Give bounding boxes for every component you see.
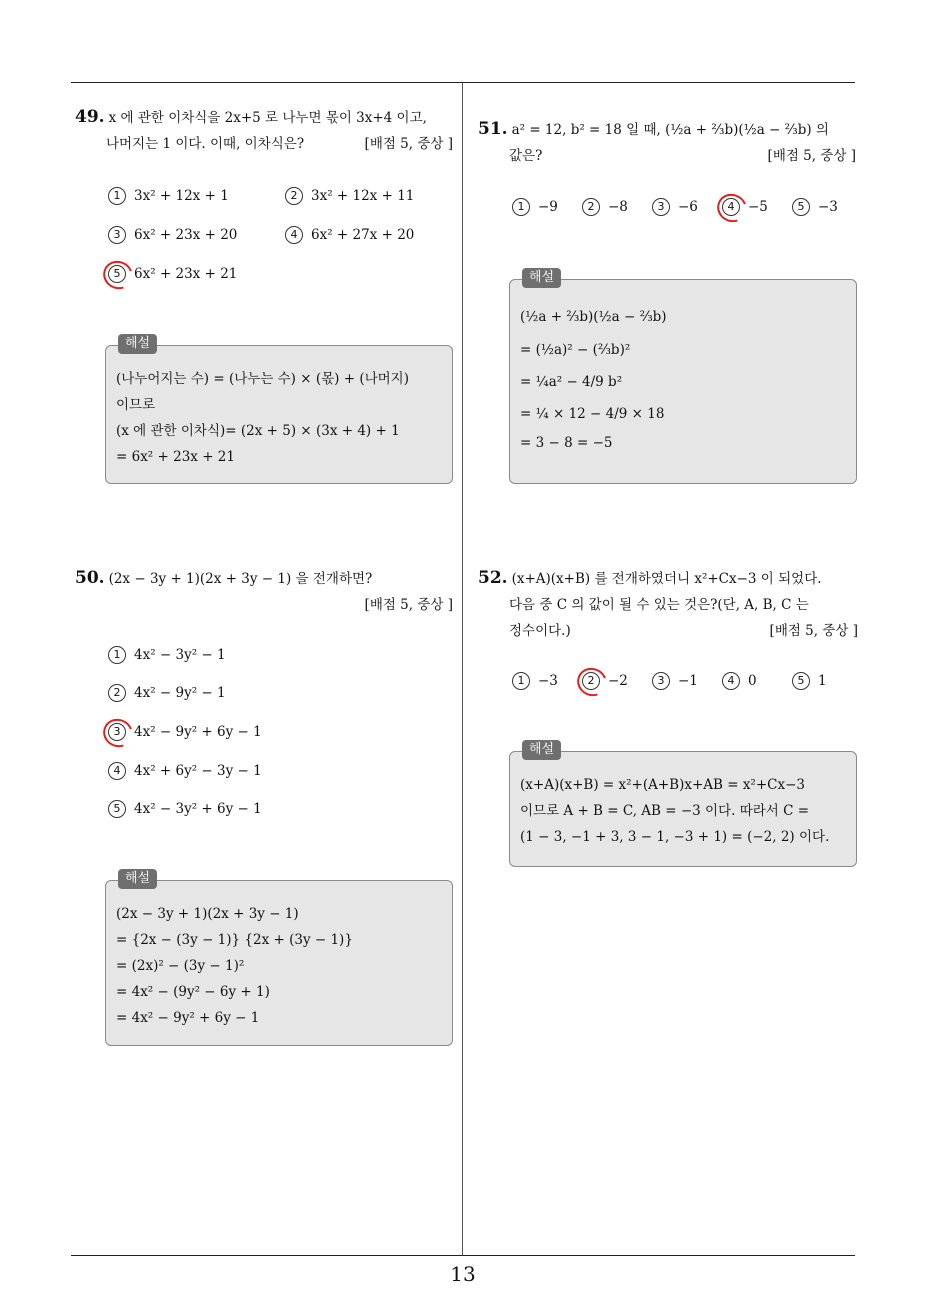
solution-line: = 6x² + 23x + 21 — [116, 449, 235, 465]
score-label: [배점 5, 중상 ] — [364, 597, 453, 613]
solution-line: = 4x² − 9y² + 6y − 1 — [116, 1010, 260, 1026]
problem-number: 49. — [75, 107, 105, 127]
solution-line: (x 에 관한 이차식)= (2x + 5) × (3x + 4) + 1 — [116, 423, 400, 439]
choice-4-selected[interactable]: 4 −5 — [722, 198, 768, 216]
choice-2[interactable]: 2 −8 — [582, 198, 628, 216]
score-label: [배점 5, 중상 ] — [767, 148, 856, 164]
solution-line: (½a + ⅔b)(½a − ⅔b) — [520, 309, 667, 325]
question-text: 나머지는 1 이다. 이때, 이차식은? — [106, 136, 305, 152]
choice-5-selected[interactable]: 5 6x² + 23x + 21 — [108, 265, 237, 283]
solution-line: 이므로 A + B = C, AB = −3 이다. 따라서 C = — [520, 803, 810, 819]
solution-line: = 4x² − (9y² − 6y + 1) — [116, 984, 270, 1000]
choice-5[interactable]: 5 1 — [792, 672, 827, 690]
solution-line: = {2x − (3y − 1)} {2x + (3y − 1)} — [116, 932, 353, 948]
question-text: 다음 중 C 의 값이 될 수 있는 것은?(단, A, B, C 는 — [509, 597, 809, 613]
choice-1[interactable]: 1 4x² − 3y² − 1 — [108, 646, 226, 664]
solution-box-49 — [105, 336, 453, 484]
top-rule — [71, 82, 855, 83]
choice-2-selected[interactable]: 2 −2 — [582, 672, 628, 690]
solution-badge: 해설 — [522, 740, 561, 760]
problem-number: 51. — [478, 119, 508, 139]
choice-4[interactable]: 4 0 — [722, 672, 757, 690]
choice-4[interactable]: 4 4x² + 6y² − 3y − 1 — [108, 762, 262, 780]
question-text: (x+A)(x+B) 를 전개하였더니 x²+Cx−3 이 되었다. — [511, 571, 822, 587]
solution-box-51 — [509, 270, 857, 484]
solution-line: (나누어지는 수) = (나누는 수) × (몫) + (나머지) — [116, 371, 409, 387]
problem-50 — [75, 565, 453, 618]
score-label: [배점 5, 중상 ] — [769, 623, 858, 639]
page-number: 13 — [450, 1262, 476, 1286]
problem-51 — [478, 116, 856, 169]
choice-2[interactable]: 2 4x² − 9y² − 1 — [108, 684, 226, 702]
solution-box-50 — [105, 871, 453, 1046]
choice-5[interactable]: 5 4x² − 3y² + 6y − 1 — [108, 800, 262, 818]
column-divider — [462, 83, 463, 1255]
score-label: [배점 5, 중상 ] — [364, 136, 453, 152]
solution-line: = (2x)² − (3y − 1)² — [116, 958, 245, 974]
problem-49 — [75, 104, 453, 157]
solution-line: 이므로 — [116, 397, 156, 413]
solution-line: = (½a)² − (⅔b)² — [520, 342, 631, 358]
choice-4[interactable]: 4 6x² + 27x + 20 — [285, 226, 414, 244]
question-text: x 에 관한 이차식을 2x+5 로 나누면 몫이 3x+4 이고, — [108, 110, 427, 126]
solution-line: = ¼a² − 4/9 b² — [520, 374, 623, 390]
choice-3[interactable]: 3 −1 — [652, 672, 698, 690]
solution-box-52 — [509, 742, 857, 867]
choice-1[interactable]: 1 −9 — [512, 198, 558, 216]
solution-line: (2x − 3y + 1)(2x + 3y − 1) — [116, 906, 299, 922]
solution-badge: 해설 — [522, 268, 561, 288]
solution-badge: 해설 — [118, 869, 157, 889]
choice-5[interactable]: 5 −3 — [792, 198, 838, 216]
choice-3[interactable]: 3 6x² + 23x + 20 — [108, 226, 237, 244]
solution-line: (1 − 3, −1 + 3, 3 − 1, −3 + 1) = (−2, 2) 이다. — [520, 829, 830, 845]
solution-line: (x+A)(x+B) = x²+(A+B)x+AB = x²+Cx−3 — [520, 777, 806, 793]
question-text: (2x − 3y + 1)(2x + 3y − 1) 을 전개하면? — [108, 571, 373, 587]
choice-2[interactable]: 2 3x² + 12x + 11 — [285, 187, 414, 205]
choice-3[interactable]: 3 −6 — [652, 198, 698, 216]
bottom-rule — [71, 1255, 855, 1256]
solution-badge: 해설 — [118, 334, 157, 354]
question-text: 정수이다.) — [509, 623, 571, 639]
question-text: 값은? — [509, 148, 543, 164]
problem-number: 50. — [75, 568, 105, 588]
problem-number: 52. — [478, 568, 508, 588]
question-text: a² = 12, b² = 18 일 때, (½a + ⅔b)(½a − ⅔b) 의 — [511, 122, 829, 138]
solution-line: = 3 − 8 = −5 — [520, 435, 613, 451]
solution-line: = ¼ × 12 − 4/9 × 18 — [520, 406, 665, 422]
choice-3-selected[interactable]: 3 4x² − 9y² + 6y − 1 — [108, 723, 262, 741]
problem-52 — [478, 565, 858, 644]
choice-1[interactable]: 1 3x² + 12x + 1 — [108, 187, 229, 205]
choice-1[interactable]: 1 −3 — [512, 672, 558, 690]
